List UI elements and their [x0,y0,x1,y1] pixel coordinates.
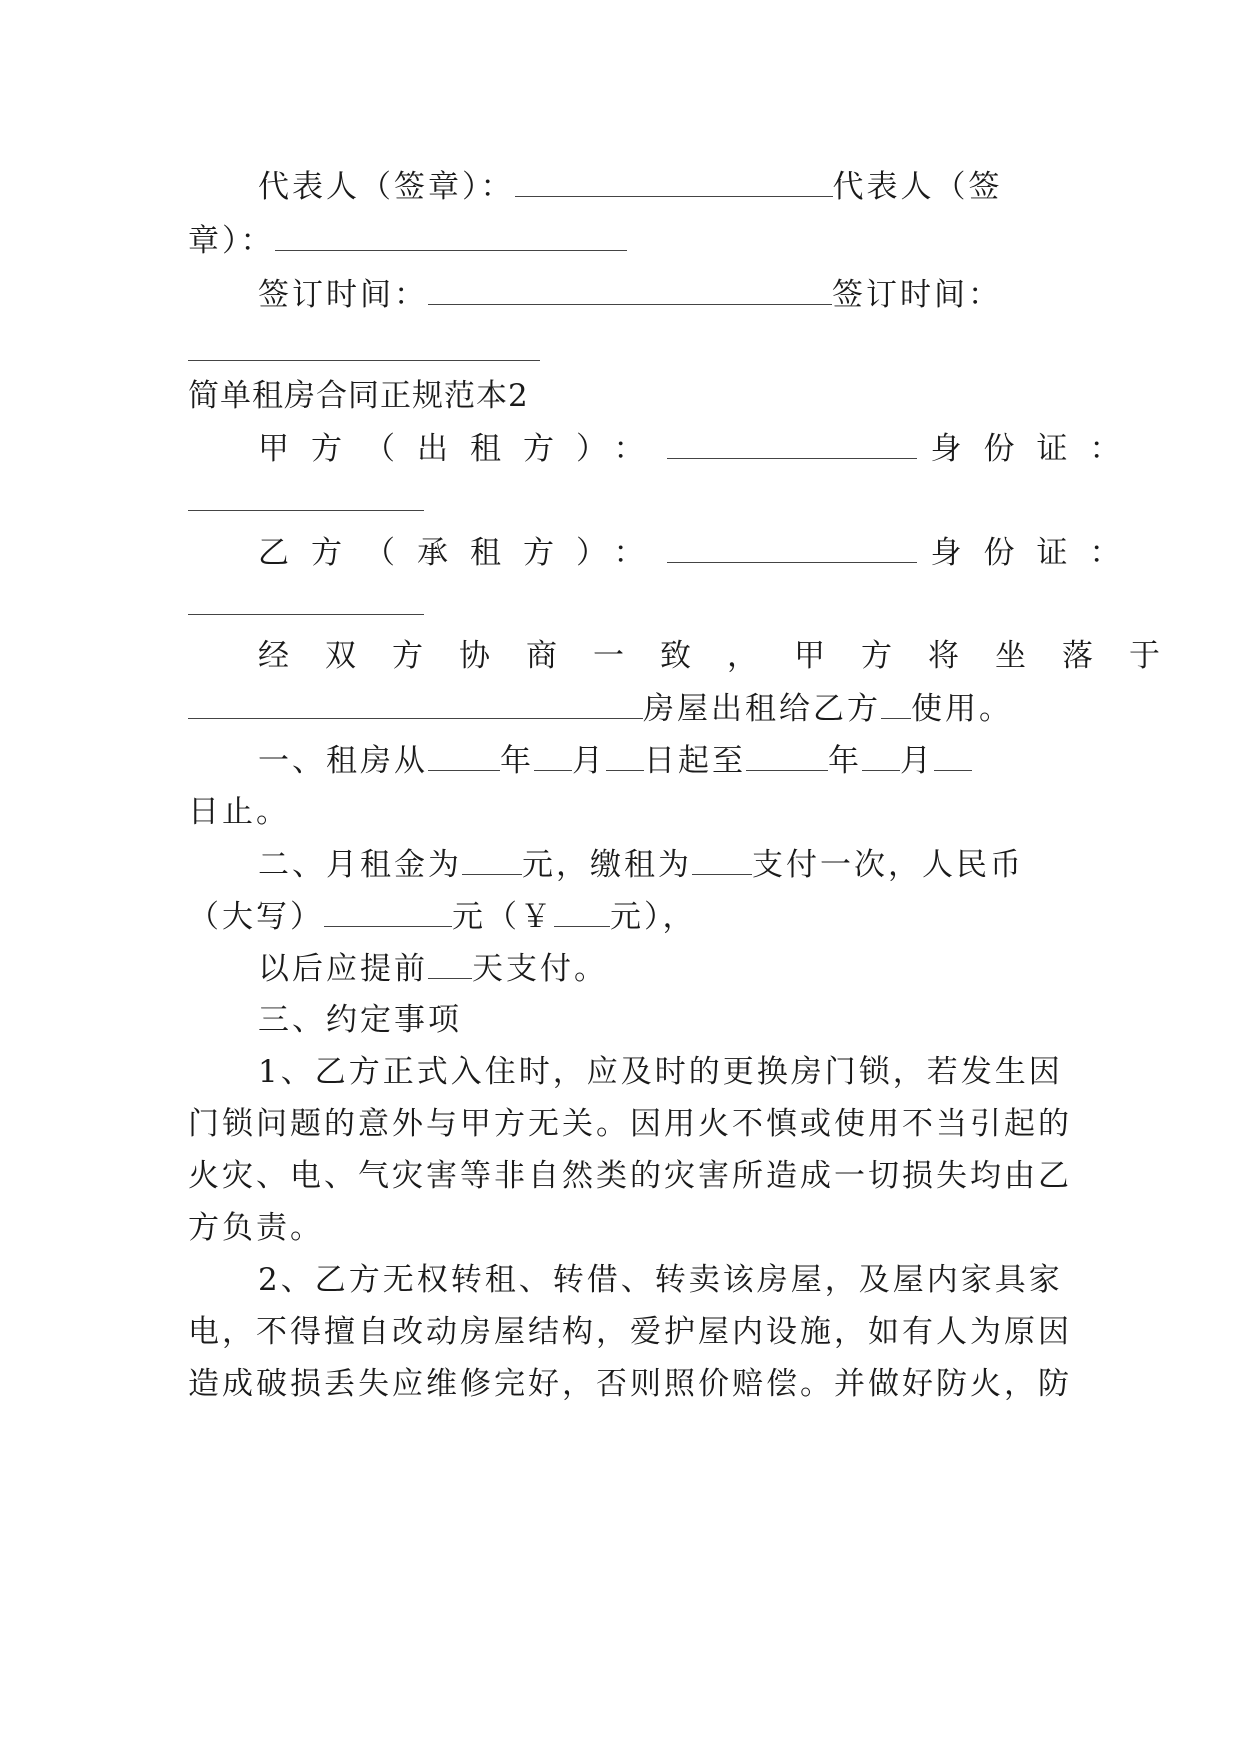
advance-days-label: 天支付。 [472,951,608,987]
uppercase-amount-blank [324,896,452,927]
day-from-label: 日起至 [644,743,746,779]
start-month-blank [534,740,572,771]
clause-1-line-4: 方负责。 [188,1210,324,1246]
party-a-blank [667,428,917,459]
consensus-text: 房屋出租给乙方 [643,691,881,727]
clause-1-line-2: 门锁问题的意外与甲方无关。因用火不慎或使用不当引起的 [188,1106,1072,1142]
rent-line-3 [258,948,1058,989]
consensus-line-1: 经双方协商一致，甲方将坐落于 [258,638,1196,674]
start-day-blank [606,740,644,771]
clause-2-line-1: 2、乙方无权转租、转借、转卖该房屋，及屋内家具家 [258,1262,1063,1298]
clause-2-line-2: 电，不得擅自改动房屋结构，爱护屋内设施，如有人为原因 [188,1314,1072,1350]
party-b-id-blank [188,584,424,615]
party-b-line [258,532,1143,573]
rent-amount-label: 二、月租金为 [258,847,462,883]
rep-b-label: 代表人（签 [832,169,1003,205]
party-b-id-blank-line [188,584,1058,625]
payment-cycle-blank [692,844,752,875]
end-year-blank [746,740,828,771]
advance-days-blank [428,948,472,979]
usage-blank [881,688,911,719]
term-prefix: 一、租房从 [258,743,428,779]
yuan-yen-label: 元（￥ [452,899,554,935]
clause-1-line-1: 1、乙方正式入住时，应及时的更换房门锁，若发生因 [258,1054,1063,1090]
rent-line-1 [258,844,1058,885]
representative-line-cont [188,220,1058,261]
property-location-blank [188,688,643,719]
party-a-line [258,428,1143,469]
year-label: 年 [500,743,534,779]
rep-b-label-cont: 章）： [188,223,275,259]
sign-date-b-label: 签订时间： [832,277,1002,313]
contract-heading: 简单租房合同正规范本2 [188,378,529,414]
clause-2-line-3: 造成破损丢失应维修完好，否则照价赔偿。并做好防火，防 [188,1366,1072,1402]
month-label: 月 [572,743,606,779]
sign-date-line [258,274,1058,315]
uppercase-label: （大写） [188,899,324,935]
party-b-label: 乙方（承租方）： [258,535,667,571]
term-line [258,740,1058,781]
end-month-blank [862,740,900,771]
party-b-blank [667,532,917,563]
start-year-blank [428,740,500,771]
party-a-id-label: 身份证： [930,431,1143,467]
representative-line [258,166,1058,207]
sign-date-b-blank [188,330,540,361]
rep-a-label: 代表人（签章）： [258,169,515,205]
rent-line-2 [188,896,1058,937]
section-3-heading: 三、约定事项 [258,1002,462,1038]
term-end-line: 日止。 [188,794,290,830]
month-label-2: 月 [900,743,934,779]
advance-label: 以后应提前 [258,951,428,987]
rmb-label: 支付一次，人民币 [752,847,1024,883]
rep-b-blank [275,220,627,251]
year-label-2: 年 [828,743,862,779]
payment-cycle-label: 元，缴租为 [522,847,692,883]
party-a-label: 甲方（出租方）： [258,431,667,467]
yuan-close-label: 元）， [610,899,697,935]
sign-date-b-blank-line [188,330,1058,371]
end-day-blank [934,740,972,771]
party-a-id-blank [188,480,424,511]
numeric-amount-blank [554,896,610,927]
sign-date-a-label: 签订时间： [258,277,428,313]
rent-amount-blank [462,844,522,875]
consensus-line-2 [188,688,1058,729]
sign-date-a-blank [428,274,832,305]
rep-a-blank [515,166,833,197]
clause-1-line-3: 火灾、电、气灾害等非自然类的灾害所造成一切损失均由乙 [188,1158,1072,1194]
party-b-id-label: 身份证： [930,535,1143,571]
party-a-id-blank-line [188,480,1058,521]
consensus-end: 使用。 [911,691,1013,727]
